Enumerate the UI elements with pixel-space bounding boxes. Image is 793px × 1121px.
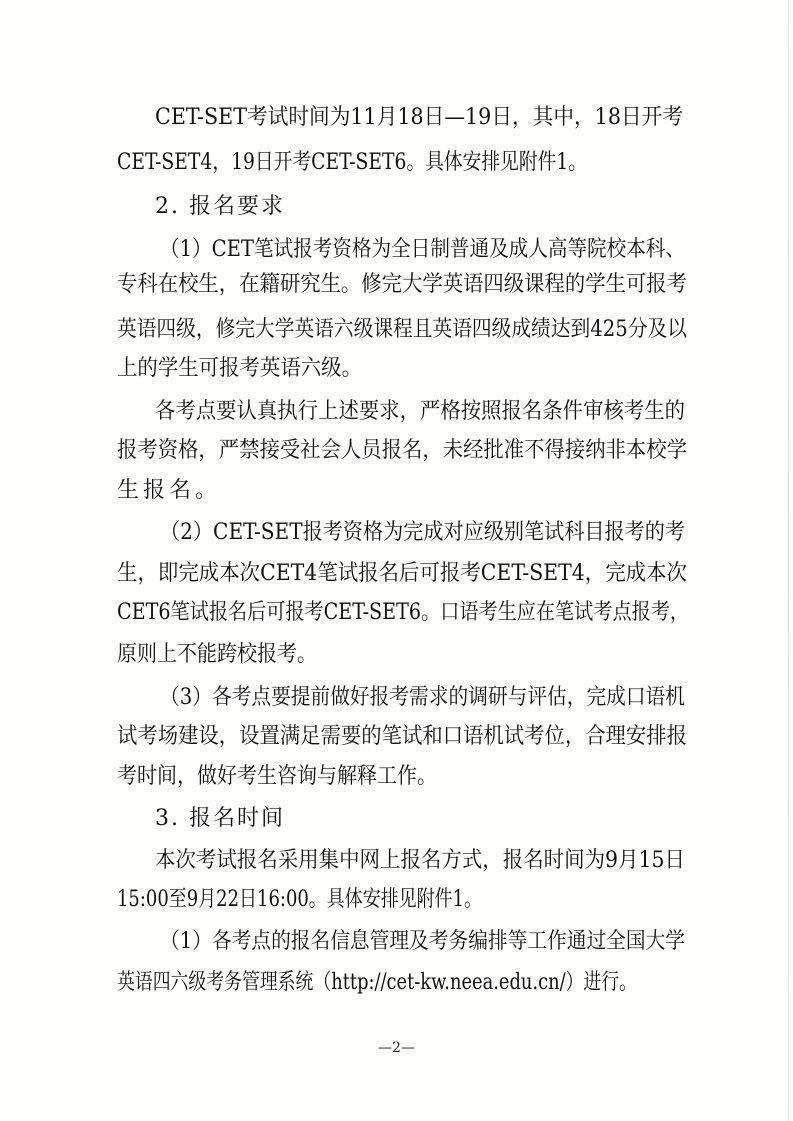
section-heading-registration-time: 3. 报名时间 bbox=[155, 806, 285, 831]
text-line-6: 英语四级，修完大学英语六级课程且英语四级成绩达到425分及以 bbox=[117, 317, 687, 342]
text-line-20: 15:00至9月22日16:00。具体安排见附件1。 bbox=[117, 887, 482, 912]
section-heading-registration-requirements: 2. 报名要求 bbox=[155, 194, 285, 219]
text-line-16: 试考场建设，设置满足需要的笔试和口语机试考位，合理安排报 bbox=[117, 724, 687, 749]
text-line-21: （1）各考点的报名信息管理及考务编排等工作通过全国大学 bbox=[160, 929, 685, 954]
text-line-11: （2）CET-SET报考资格为完成对应级别笔试科目报考的考 bbox=[160, 520, 685, 545]
text-line-1: CET-SET考试时间为11月18日—19日，其中，18日开考 bbox=[155, 105, 683, 130]
text-line-19: 本次考试报名采用集中网上报名方式，报名时间为9月15日 bbox=[155, 848, 685, 873]
text-line-15: （3）各考点要提前做好报考需求的调研与评估，完成口语机 bbox=[160, 685, 685, 710]
text-line-5: 专科在校生，在籍研究生。修完大学英语四级课程的学生可报考 bbox=[117, 272, 687, 297]
scan-edge bbox=[788, 0, 789, 1121]
text-line-13: CET6笔试报名后可报考CET-SET6。口语考生应在笔试考点报考， bbox=[117, 600, 689, 625]
text-line-9: 报考资格，严禁接受社会人员报名，未经批准不得接纳非本校学 bbox=[117, 438, 687, 463]
page-number: —2— bbox=[378, 1040, 415, 1056]
text-line-14: 原则上不能跨校报考。 bbox=[117, 642, 317, 667]
text-line-22: 英语四六级考务管理系统（http://cet-kw.neea.edu.cn/）进行。 bbox=[117, 970, 637, 995]
text-line-17: 考时间，做好考生咨询与解释工作。 bbox=[117, 764, 437, 789]
text-line-7: 上的学生可报考英语六级。 bbox=[117, 356, 362, 381]
text-line-8: 各考点要认真执行上述要求，严格按照报名条件审核考生的 bbox=[155, 399, 685, 424]
text-line-10: 生报名。 bbox=[117, 478, 221, 503]
text-line-12: 生，即完成本次CET4笔试报名后可报考CET-SET4，完成本次 bbox=[117, 561, 687, 586]
text-line-4: （1）CET笔试报考资格为全日制普通及成人高等院校本科、 bbox=[160, 237, 685, 262]
text-line-2: CET-SET4，19日开考CET-SET6。具体安排见附件1。 bbox=[117, 150, 587, 175]
